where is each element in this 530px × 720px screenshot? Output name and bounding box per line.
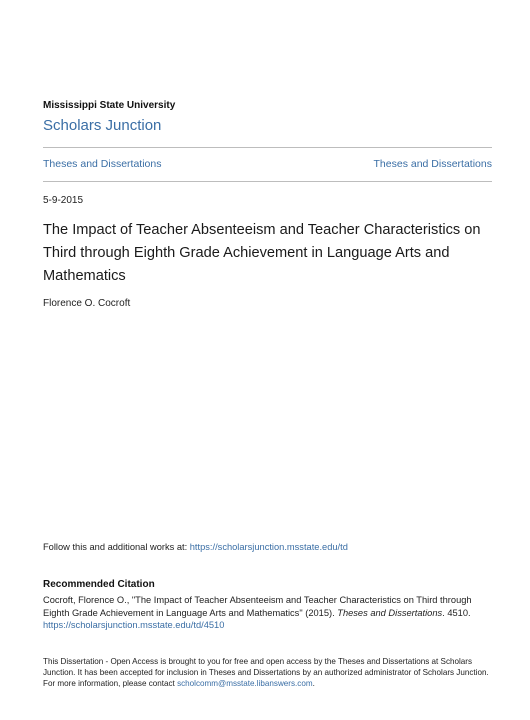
institution-name: Mississippi State University <box>43 100 176 111</box>
document-title: The Impact of Teacher Absenteeism and Teacher Characteristics on Third through Eighth Grade Achievement in Language Arts and Mathematics <box>43 222 481 284</box>
follow-url-link[interactable]: https://scholarsjunction.msstate.edu/td <box>189 542 348 552</box>
publication-date: 5-9-2015 <box>43 195 84 206</box>
divider-top <box>43 147 492 148</box>
access-notice-text: This Dissertation - Open Access is brought to you for free and open access by the Theses and Dissertations at Scholars Junction. It has been accepted for inclusion in Theses and Dissertations by an authorized administrator of Scholars Junction. For more information, please contact <box>43 657 489 688</box>
citation-heading: Recommended Citation <box>43 579 155 590</box>
contact-email-link[interactable]: scholcomm@msstate.libanswers.com <box>177 679 313 688</box>
citation-block <box>43 594 493 632</box>
citation-number: . 4510. <box>442 607 471 618</box>
follow-line <box>43 542 348 552</box>
divider-bottom <box>43 181 492 182</box>
access-notice <box>43 656 498 689</box>
collection-link-right[interactable]: Theses and Dissertations <box>373 158 492 170</box>
repository-link[interactable]: Scholars Junction <box>43 117 162 134</box>
citation-series: Theses and Dissertations <box>337 607 443 618</box>
author-name: Florence O. Cocroft <box>43 298 131 309</box>
collection-link-left[interactable]: Theses and Dissertations <box>43 158 162 170</box>
access-notice-end: . <box>312 679 315 688</box>
citation-url-link[interactable]: https://scholarsjunction.msstate.edu/td/4510 <box>43 620 225 630</box>
follow-text: Follow this and additional works at: <box>43 542 190 552</box>
citation-text: Cocroft, Florence O., "The Impact of Teacher Absenteeism and Teacher Characteristics on Third through Eighth Grade Achievement in Language Arts and Mathematics" (2015). <box>43 595 472 618</box>
